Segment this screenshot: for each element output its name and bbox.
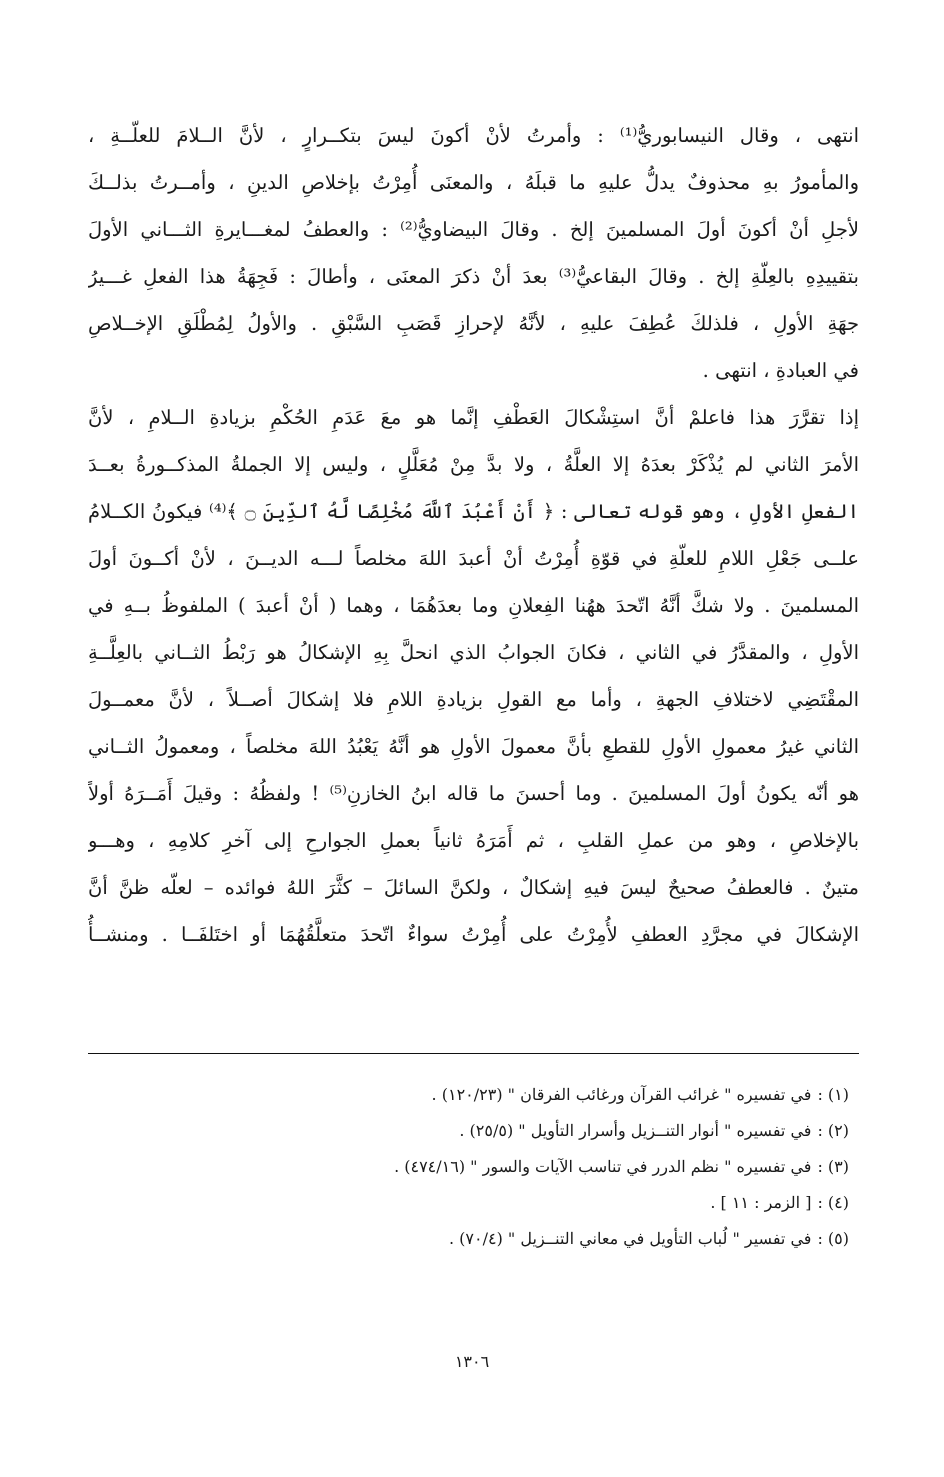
footnote-text: في تفسير " لُباب التأويل في معاني التنــزيل " (٧٠/٤) . [449, 1229, 812, 1248]
text-line: المسلمينَ . ولا شكَّ أنَّهُ اتّحدَ ههُنا الفِعلانِ وما بعدَهُمَا ، وهما ( أنْ أعبدَ ) الملفوظُ بــهِ في [88, 594, 859, 617]
text-line: إذا تقرَّرَ هذا فاعلمْ أنَّ استِشْكالَ العَطْفِ إنَّما هو معَ عَدَمِ الحُكْمِ بزيادةِ الــلامِ ، لأنَّ [88, 406, 859, 429]
footnote [88, 1113, 859, 1149]
footnote-number: (٥) : [817, 1229, 849, 1248]
text-line: بالإخلاصِ ، وهو من عملِ القلبِ ، ثم أَمَرَهُ ثانياً بعملِ الجوارحِ إلى آخرِ كلامِهِ ، وهـــو [88, 829, 859, 852]
footnote-text: في تفسيره " غرائب القرآن ورغائب الفرقان " (١٢٠/٢٣) . [431, 1085, 812, 1104]
footnote [88, 1077, 859, 1113]
footnote-text: في تفسيره " نظم الدرر في تناسب الآيات والسور " (٤٧٤/١٦) . [394, 1157, 812, 1176]
main-text [88, 112, 859, 958]
footnote [88, 1221, 859, 1257]
footnote-number: (٤) : [817, 1193, 849, 1212]
footnote-text: في تفسيره " أنوار التنــزيل وأسرار التأويل " (٢٥/٥) . [459, 1121, 812, 1140]
text-line: بتقييدِهِ بالعِلّةِ إلخ . وقالَ البقاعيُّ⁽³⁾ بعدَ أنْ ذكرَ المعنَى ، وأطالَ : فَجِهَةُ هذا الفعلِ غـــيرُ [88, 265, 859, 288]
footnote [88, 1185, 859, 1221]
text-line: الثاني غيرُ معمولِ الأولِ للقطعِ بأنَّ معمولَ الأولِ هو أنَّهُ يَعْبُدُ اللهَ مخلصاً ، ومعمولُ الثــاني [88, 735, 859, 758]
text-line: متينٌ . فالعطفُ صحيحٌ ليسَ فيهِ إشكالٌ ، ولكنَّ السائلَ – كثَّرَ اللهُ فوائده – لعلّه ظنَّ أنَّ [88, 876, 859, 899]
footnote-number: (١) : [817, 1085, 849, 1104]
footnote-divider [88, 1053, 859, 1054]
footnote-number: (٢) : [817, 1121, 849, 1140]
text-line: علــى جَعْلِ اللامِ للعلّةِ في قوّةِ أُمِرْتُ أنْ أعبدَ اللهَ مخلصاً لـــه الديــنَ ، لأنْ أكــونَ أولَ [88, 547, 859, 570]
text-line: انتهى ، وقال النيسابوريُّ⁽¹⁾ : وأمرتُ لأنْ أكونَ ليسَ بتكــرارٍ ، لأنَّ الــلامَ للعلّــةِ ، [88, 124, 859, 147]
text-line: الأمرَ الثاني لم يُذْكَرْ بعدَهُ إلا العلَّةُ ، ولا بدَّ مِنْ مُعَلَّلٍ ، وليس إلا الجملةُ المذكــورةُ بعــدَ [88, 453, 859, 476]
text-line: الفعلِ الأولِ ، وهو قوله تعالى : ﴿ أَنْ أَعْبُدَ ٱللَّهَ مُخْلِصًا لَّهُ ٱلدِّينَ ۝ ﴾⁽⁴⁾ فيكونُ الكــلامُ [88, 500, 859, 523]
footnote-text: [ الزمر : ١١ ] . [710, 1193, 812, 1212]
text-line: في العبادةِ ، انتهى . [702, 359, 859, 382]
text-line: الأولِ ، والمقدَّرُ في الثاني ، فكانَ الجوابُ الذي انحلَّ بِهِ الإشكالُ هو رَبْطُ الثــاني بالعِلَّــةِ [88, 641, 859, 664]
text-line: هو أنّه يكونُ أولَ المسلمينَ . وما أحسنَ ما قاله ابنُ الخازنِ⁽⁵⁾ ! ولفظُهُ : وقيلَ أَمَــرَهُ أولاً [88, 782, 859, 805]
text-line: جهَةِ الأولِ ، فلذلكَ عُطِفَ عليهِ ، لأنَّهُ لإحرازِ قَصَبِ السَّبْقِ . والأولُ لِمُطْلَقِ الإخــلاصِ [88, 312, 859, 335]
text-line: المقْتَضِي لاختلافِ الجهةِ ، وأما مع القولِ بزيادةِ اللامِ فلا إشكالَ أصــلاً ، لأنَّ معمــولَ [88, 688, 859, 711]
footnote-number: (٣) : [817, 1157, 849, 1176]
footnotes [88, 1077, 859, 1257]
text-line: لأجلِ أنْ أكونَ أولَ المسلمينَ إلخ . وقالَ البيضاويُّ⁽²⁾ : والعطفُ لمغـــايرةِ الثـــاني الأولَ [88, 218, 859, 241]
footnote [88, 1149, 859, 1185]
page-number: ١٣٠٦ [454, 1352, 490, 1371]
text-line: والمأمورُ بهِ محذوفٌ يدلُّ عليهِ ما قبلَهُ ، والمعنَى أُمِرْتُ بإخلاصِ الدينِ ، وأمــرتُ بذلــكَ [88, 171, 859, 194]
text-line: الإشكالَ في مجرَّدِ العطفِ لأُمِرْتُ على أُمِرْتُ سواءٌ اتّحدَ متعلَّقُهُمَا أو اختَلفَــا . ومنشــأُ [88, 923, 859, 946]
